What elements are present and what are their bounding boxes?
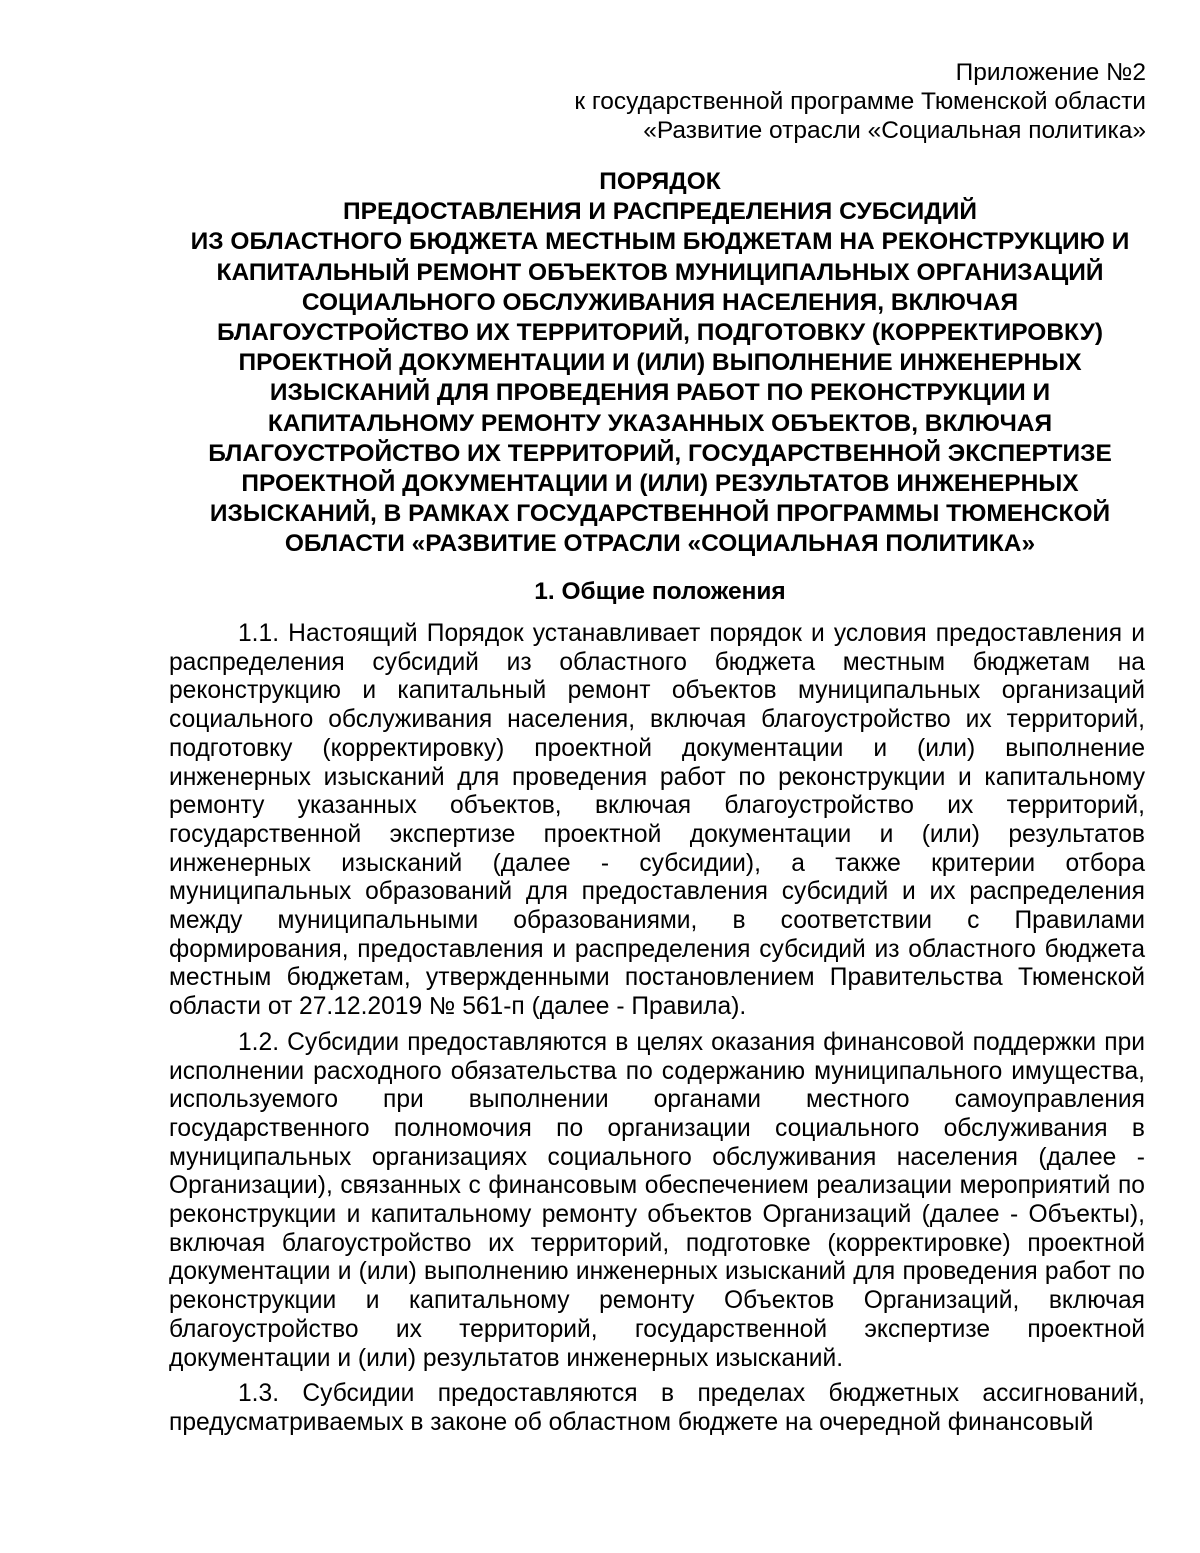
title-line: ИЗ ОБЛАСТНОГО БЮДЖЕТА МЕСТНЫМ БЮДЖЕТАМ НА РЕКОНСТРУКЦИЮ И (190, 228, 1130, 256)
title-line: БЛАГОУСТРОЙСТВО ИХ ТЕРРИТОРИЙ, ПОДГОТОВКУ (КОРРЕКТИРОВКУ) (216, 319, 1103, 347)
title-line: СОЦИАЛЬНОГО ОБСЛУЖИВАНИЯ НАСЕЛЕНИЯ, ВКЛЮЧАЯ (301, 288, 1019, 316)
title-line: ПОРЯДОК (599, 168, 721, 195)
appendix-program-reference: к государственной программе Тюменской области (574, 88, 1146, 115)
paragraph-1-3: 1.3. Субсидии предоставляются в пределах бюджетных ассигнований, предусматриваемых в законе об областном бюджете на очередной финансовый (169, 1380, 1145, 1436)
title-line: ОБЛАСТИ «РАЗВИТИЕ ОТРАСЛИ «СОЦИАЛЬНАЯ ПОЛИТИКА» (284, 530, 1036, 558)
appendix-number: Приложение №2 (955, 59, 1146, 86)
title-line: ИЗЫСКАНИЙ, В РАМКАХ ГОСУДАРСТВЕННОЙ ПРОГРАММЫ ТЮМЕНСКОЙ (209, 500, 1111, 528)
paragraph-1-1: 1.1. Настоящий Порядок устанавливает порядок и условия предоставления и распределения субсидий из областного бюджета местным бюджетам на реконструкцию и капитальный ремонт объектов муниципальных организаций социального обслуживания населения, включая благоустройство их территорий, подготовку (корректировку) проектной документации и (или) выполнение инженерных изысканий для проведения работ по реконструкции и капитальному ремонту указанных объектов, включая благоустройство их территорий, государственной экспертизе проектной документации и (или) результатов инженерных изысканий (далее - субсидии), а также критерии отбора муниципальных образований для предоставления субсидий и их распределения между муниципальными образованиями, в соответствии с Правилами формирования, предоставления и распределения субсидий из областного бюджета местным бюджетам, утвержденными постановлением Правительства Тюменской области от 27.12.2019 № 561-п (далее - Правила). (169, 620, 1145, 1021)
appendix-header (574, 58, 1146, 145)
title-line: ПРЕДОСТАВЛЕНИЯ И РАСПРЕДЕЛЕНИЯ СУБСИДИЙ (343, 198, 977, 226)
section-body (169, 620, 1145, 1445)
title-line: ПРОЕКТНОЙ ДОКУМЕНТАЦИИ И (ИЛИ) РЕЗУЛЬТАТОВ ИНЖЕНЕРНЫХ (241, 470, 1079, 498)
title-line: ИЗЫСКАНИЙ ДЛЯ ПРОВЕДЕНИЯ РАБОТ ПО РЕКОНСТРУКЦИИ И (269, 379, 1051, 407)
title-line: КАПИТАЛЬНОМУ РЕМОНТУ УКАЗАННЫХ ОБЪЕКТОВ, ВКЛЮЧАЯ (267, 409, 1053, 437)
appendix-program-name: «Развитие отрасли «Социальная политика» (643, 117, 1146, 144)
paragraph-1-2: 1.2. Субсидии предоставляются в целях оказания финансовой поддержки при исполнении расходного обязательства по содержанию муниципального имущества, используемого при выполнении органами местного самоуправления государственного полномочия по организации социального обслуживания в муниципальных организациях социального обслуживания населения (далее - Организации), связанных с финансовым обеспечением реализации мероприятий по реконструкции и капитальному ремонту объектов Организаций (далее - Объекты), включая благоустройство их территорий, подготовке (корректировке) проектной документации и (или) выполнению инженерных изысканий для проведения работ по реконструкции и капитальному ремонту Объектов Организаций, включая благоустройство их территорий, государственной экспертизе проектной документации и (или) результатов инженерных изысканий. (169, 1028, 1145, 1372)
title-line: КАПИТАЛЬНЫЙ РЕМОНТ ОБЪЕКТОВ МУНИЦИПАЛЬНЫХ ОРГАНИЗАЦИЙ (216, 258, 1104, 286)
title-line: ПРОЕКТНОЙ ДОКУМЕНТАЦИИ И (ИЛИ) ВЫПОЛНЕНИЕ ИНЖЕНЕРНЫХ (238, 349, 1082, 377)
document-title (160, 167, 1160, 560)
title-line: БЛАГОУСТРОЙСТВО ИХ ТЕРРИТОРИЙ, ГОСУДАРСТВЕННОЙ ЭКСПЕРТИЗЕ (208, 439, 1112, 467)
section-heading: 1. Общие положения (534, 578, 786, 605)
